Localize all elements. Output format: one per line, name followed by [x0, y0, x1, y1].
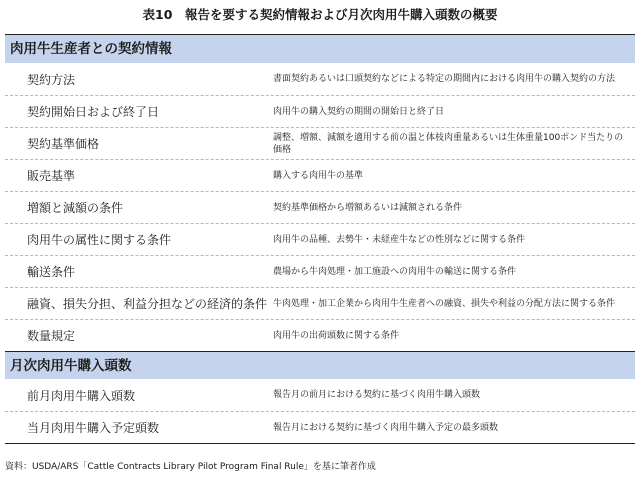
row-item: 数量規定 [27, 329, 76, 343]
row-item: 当月肉用牛購入予定頭数 [27, 421, 160, 435]
row-description: 報告月における契約に基づく肉用牛購入予定の最多頭数 [273, 422, 499, 433]
section-header-monthly-purchases: 月次肉用牛購入頭数 [5, 351, 635, 379]
row-item: 融資、損失分担、利益分担などの経済的条件 [27, 297, 268, 311]
row-description: 牛肉処理・加工企業から肉用牛生産者への融資、損失や利益の分配方法に関する条件 [273, 298, 616, 309]
row-description: 契約基準価格から増額あるいは減額される条件 [273, 202, 463, 213]
table-row [5, 379, 635, 411]
row-item: 契約開始日および終了日 [27, 105, 160, 119]
row-item: 契約方法 [27, 72, 76, 87]
table-row [5, 255, 635, 287]
section-header-contract-info: 肉用牛生産者との契約情報 [5, 35, 635, 63]
row-description: 書面契約あるいは口頭契約などによる特定の期間内における肉用牛の購入契約の方法 [273, 74, 616, 84]
table-row [5, 319, 635, 351]
row-item: 契約基準価格 [27, 137, 100, 151]
row-description: 肉用牛の購入契約の期間の開始日と終了日 [273, 106, 445, 117]
table-row [5, 63, 635, 95]
table-row [5, 191, 635, 223]
row-description: 報告月の前月における契約に基づく肉用牛購入頭数 [273, 390, 481, 400]
row-item: 肉用牛の属性に関する条件 [27, 233, 172, 247]
table-row [5, 95, 635, 127]
table-title: 表10 報告を要する契約情報および月次肉用牛購入頭数の概要 [142, 7, 498, 22]
row-item: 販売基準 [27, 169, 76, 183]
row-description: 肉用牛の出荷頭数に関する条件 [273, 330, 400, 341]
row-description: 購入する肉用牛の基準 [273, 170, 364, 181]
table-row [5, 159, 635, 191]
table-row [5, 411, 635, 443]
row-item: 前月肉用牛購入頭数 [27, 388, 136, 403]
row-description: 農場から牛肉処理・加工施設への肉用牛の輸送に関する条件 [273, 266, 517, 277]
table-row [5, 223, 635, 255]
row-item: 増額と減額の条件 [27, 201, 124, 215]
row-description: 調整、増額、減額を適用する前の温と体枝肉重量あるいは生体重量100ポンド当たりの価格 [273, 132, 624, 155]
row-description: 肉用牛の品種、去勢牛・未経産牛などの性別などに関する条件 [273, 234, 526, 245]
row-item: 輸送条件 [27, 265, 76, 279]
contract-info-table [5, 34, 635, 444]
table-row [5, 287, 635, 319]
source-note: 資料：USDA/ARS「Cattle Contracts Library Pilot Program Final Rule」を基に筆者作成 [5, 462, 376, 472]
table-row [5, 127, 635, 159]
